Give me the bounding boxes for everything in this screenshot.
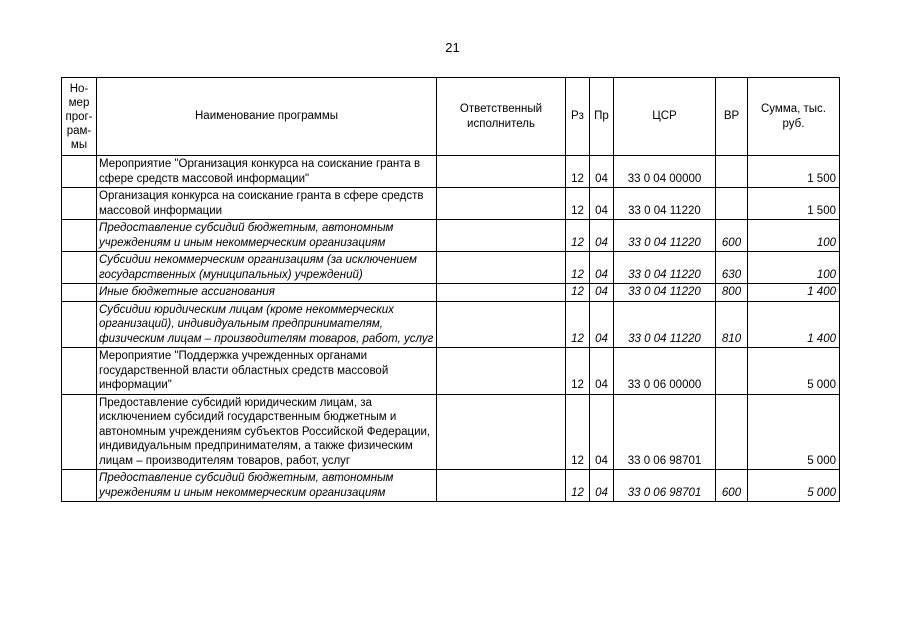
row-rz: 12 <box>566 301 590 348</box>
row-responsible <box>437 470 566 502</box>
row-vr: 810 <box>716 301 748 348</box>
row-pr: 04 <box>590 284 614 302</box>
row-pr: 04 <box>590 220 614 252</box>
row-sum: 100 <box>748 220 840 252</box>
table-row <box>62 188 840 220</box>
header-responsible: Ответственный исполнитель <box>437 78 566 156</box>
table-row <box>62 220 840 252</box>
table-row <box>62 301 840 348</box>
table-row <box>62 284 840 302</box>
row-csr: 33 0 06 00000 <box>614 348 716 395</box>
row-responsible <box>437 348 566 395</box>
row-responsible <box>437 220 566 252</box>
row-responsible <box>437 284 566 302</box>
row-rz: 12 <box>566 156 590 188</box>
header-program-number: Но- мер прог- рам- мы <box>62 78 97 156</box>
table-row <box>62 252 840 284</box>
row-vr <box>716 394 748 470</box>
row-vr: 600 <box>716 220 748 252</box>
header-program-name: Наименование программы <box>97 78 437 156</box>
row-vr: 600 <box>716 470 748 502</box>
row-sum: 100 <box>748 252 840 284</box>
row-rz: 12 <box>566 470 590 502</box>
row-csr: 33 0 04 00000 <box>614 156 716 188</box>
row-vr <box>716 188 748 220</box>
row-rz: 12 <box>566 284 590 302</box>
row-name: Организация конкурса на соискание гранта в сфере средств массовой информации <box>97 188 437 220</box>
row-pr: 04 <box>590 470 614 502</box>
row-rz: 12 <box>566 252 590 284</box>
row-number-cell <box>62 156 97 188</box>
table-row <box>62 394 840 470</box>
row-number-cell <box>62 220 97 252</box>
row-name: Предоставление субсидий бюджетным, автономным учреждениям и иным некоммерческим организациям <box>97 220 437 252</box>
row-rz: 12 <box>566 348 590 395</box>
row-vr <box>716 348 748 395</box>
row-csr: 33 0 04 11220 <box>614 188 716 220</box>
header-vr: ВР <box>716 78 748 156</box>
row-csr: 33 0 04 11220 <box>614 284 716 302</box>
row-pr: 04 <box>590 188 614 220</box>
row-name: Мероприятие "Поддержка учрежденных органами государственной власти областных средств массовой информации" <box>97 348 437 395</box>
header-csr: ЦСР <box>614 78 716 156</box>
row-sum: 5 000 <box>748 470 840 502</box>
row-sum: 1 500 <box>748 156 840 188</box>
row-csr: 33 0 04 11220 <box>614 252 716 284</box>
header-sum: Сумма, тыс. руб. <box>748 78 840 156</box>
table-row <box>62 348 840 395</box>
table-row <box>62 156 840 188</box>
row-vr <box>716 156 748 188</box>
row-rz: 12 <box>566 188 590 220</box>
row-csr: 33 0 04 11220 <box>614 301 716 348</box>
row-sum: 5 000 <box>748 348 840 395</box>
row-responsible <box>437 188 566 220</box>
row-rz: 12 <box>566 220 590 252</box>
row-pr: 04 <box>590 252 614 284</box>
row-name: Мероприятие "Организация конкурса на соискание гранта в сфере средств массовой информации" <box>97 156 437 188</box>
row-name: Предоставление субсидий бюджетным, автономным учреждениям и иным некоммерческим организациям <box>97 470 437 502</box>
row-rz: 12 <box>566 394 590 470</box>
page-number: 21 <box>445 40 460 55</box>
row-vr: 630 <box>716 252 748 284</box>
row-number-cell <box>62 348 97 395</box>
row-csr: 33 0 04 11220 <box>614 220 716 252</box>
row-number-cell <box>62 301 97 348</box>
row-number-cell <box>62 252 97 284</box>
row-name: Предоставление субсидий юридическим лицам, за исключением субсидий государственным бюджетным и автономным учреждениям субъектов Российской Федерации, индивидуальным предпринимателям, а также физическим лицам – производителям товаров, работ, услуг <box>97 394 437 470</box>
row-csr: 33 0 06 98701 <box>614 394 716 470</box>
row-sum: 1 400 <box>748 301 840 348</box>
budget-table <box>61 77 840 502</box>
row-name: Субсидии юридическим лицам (кроме некоммерческих организаций), индивидуальным предпринимателям, физическим лицам – производителям товаров, работ, услуг <box>97 301 437 348</box>
row-name: Субсидии некоммерческим организациям (за исключением государственных (муниципальных) учреждений) <box>97 252 437 284</box>
row-pr: 04 <box>590 348 614 395</box>
row-number-cell <box>62 188 97 220</box>
row-pr: 04 <box>590 156 614 188</box>
row-responsible <box>437 252 566 284</box>
row-sum: 1 500 <box>748 188 840 220</box>
row-sum: 5 000 <box>748 394 840 470</box>
header-pr: Пр <box>590 78 614 156</box>
row-number-cell <box>62 394 97 470</box>
row-pr: 04 <box>590 394 614 470</box>
row-csr: 33 0 06 98701 <box>614 470 716 502</box>
row-responsible <box>437 394 566 470</box>
header-rz: Рз <box>566 78 590 156</box>
row-responsible <box>437 156 566 188</box>
row-pr: 04 <box>590 301 614 348</box>
row-responsible <box>437 301 566 348</box>
row-sum: 1 400 <box>748 284 840 302</box>
row-number-cell <box>62 470 97 502</box>
row-number-cell <box>62 284 97 302</box>
table-row <box>62 470 840 502</box>
row-vr: 800 <box>716 284 748 302</box>
row-name: Иные бюджетные ассигнования <box>97 284 437 302</box>
